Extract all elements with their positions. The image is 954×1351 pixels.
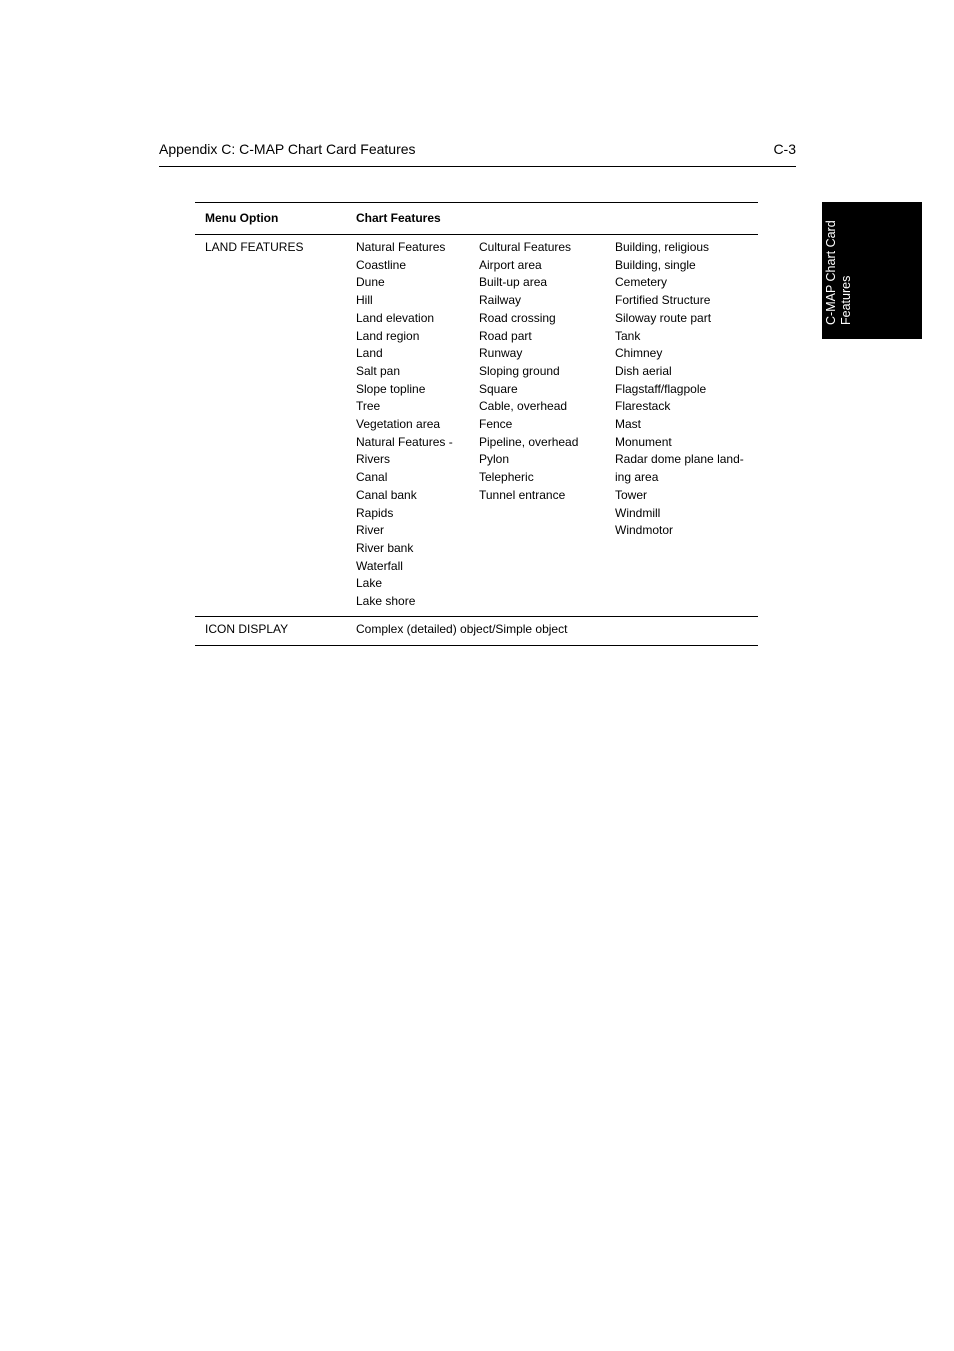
- feature-item: Building, religious: [615, 240, 710, 254]
- feature-item: Tank: [615, 328, 641, 343]
- feature-item: ing area: [615, 470, 659, 485]
- side-tab-line-2: Features: [839, 275, 853, 325]
- feature-item: Dish aerial: [615, 363, 672, 378]
- feature-item: Siloway route part: [615, 310, 712, 325]
- feature-item: Canal: [356, 470, 388, 485]
- feature-item: Building, single: [615, 257, 696, 272]
- page-number: C-3: [773, 141, 796, 157]
- header-title: Appendix C: C-MAP Chart Card Features: [159, 141, 416, 157]
- feature-item: Natural Features: [356, 240, 446, 254]
- feature-item: Mast: [615, 417, 642, 432]
- feature-item: Cable, overhead: [479, 399, 568, 414]
- feature-item: Telepheric: [479, 470, 534, 485]
- feature-item: Hill: [356, 293, 373, 308]
- header-menu-option: Menu Option: [205, 211, 279, 225]
- feature-item: Built-up area: [479, 275, 548, 290]
- row-icon-display-option: ICON DISPLAY: [205, 622, 289, 636]
- feature-item: Fortified Structure: [615, 293, 711, 308]
- row-icon-display-value: Complex (detailed) object/Simple object: [356, 622, 568, 636]
- land-features-column-2: [479, 239, 578, 505]
- feature-item: River bank: [356, 540, 414, 555]
- section-side-tab: [822, 202, 922, 339]
- header-chart-features: Chart Features: [356, 211, 441, 225]
- feature-item: Road part: [479, 328, 532, 343]
- feature-item: Lake: [356, 576, 383, 591]
- feature-item: Flarestack: [615, 399, 671, 414]
- feature-item: Canal bank: [356, 487, 417, 502]
- header-rule: [195, 234, 758, 235]
- feature-item: Cemetery: [615, 275, 668, 290]
- feature-item: Windmotor: [615, 523, 674, 538]
- feature-item: Lake shore: [356, 594, 416, 609]
- page-header: [159, 141, 796, 167]
- feature-item: Runway: [479, 346, 523, 361]
- feature-item: Coastline: [356, 257, 407, 272]
- feature-item: Slope topline: [356, 381, 426, 396]
- feature-item: Tree: [356, 399, 381, 414]
- feature-item: Cultural Features: [479, 240, 572, 254]
- feature-item: Flagstaff/flagpole: [615, 381, 707, 396]
- feature-item: Chimney: [615, 346, 663, 361]
- feature-item: Dune: [356, 275, 385, 290]
- feature-item: Monument: [615, 434, 672, 449]
- feature-item: Vegetation area: [356, 417, 441, 432]
- feature-item: Sloping ground: [479, 363, 560, 378]
- feature-item: Tunnel entrance: [479, 487, 566, 502]
- feature-item: Square: [479, 381, 518, 396]
- feature-item: Pylon: [479, 452, 510, 467]
- feature-item: River: [356, 523, 385, 538]
- feature-item: Road crossing: [479, 310, 556, 325]
- table-bottom-rule: [195, 645, 758, 646]
- feature-item: Rapids: [356, 505, 394, 520]
- feature-item: Railway: [479, 293, 522, 308]
- land-features-column-1: [356, 239, 453, 611]
- feature-item: Fence: [479, 417, 513, 432]
- feature-item: Land elevation: [356, 310, 435, 325]
- feature-item: Pipeline, overhead: [479, 434, 579, 449]
- feature-item: Salt pan: [356, 363, 401, 378]
- row-divider: [195, 616, 758, 617]
- feature-item: Windmill: [615, 505, 661, 520]
- row-land-features-option: LAND FEATURES: [205, 240, 304, 254]
- feature-item: Natural Features -: [356, 434, 453, 449]
- feature-item: Airport area: [479, 257, 542, 272]
- side-tab-label: [822, 202, 922, 339]
- table-top-rule: [195, 202, 758, 203]
- feature-item: Tower: [615, 487, 648, 502]
- side-tab-line-1: C-MAP Chart Card: [824, 220, 838, 325]
- feature-item: Waterfall: [356, 558, 403, 573]
- land-features-column-3: [615, 239, 744, 540]
- feature-item: Radar dome plane land-: [615, 452, 744, 467]
- feature-item: Land: [356, 346, 383, 361]
- feature-item: Rivers: [356, 452, 391, 467]
- feature-item: Land region: [356, 328, 420, 343]
